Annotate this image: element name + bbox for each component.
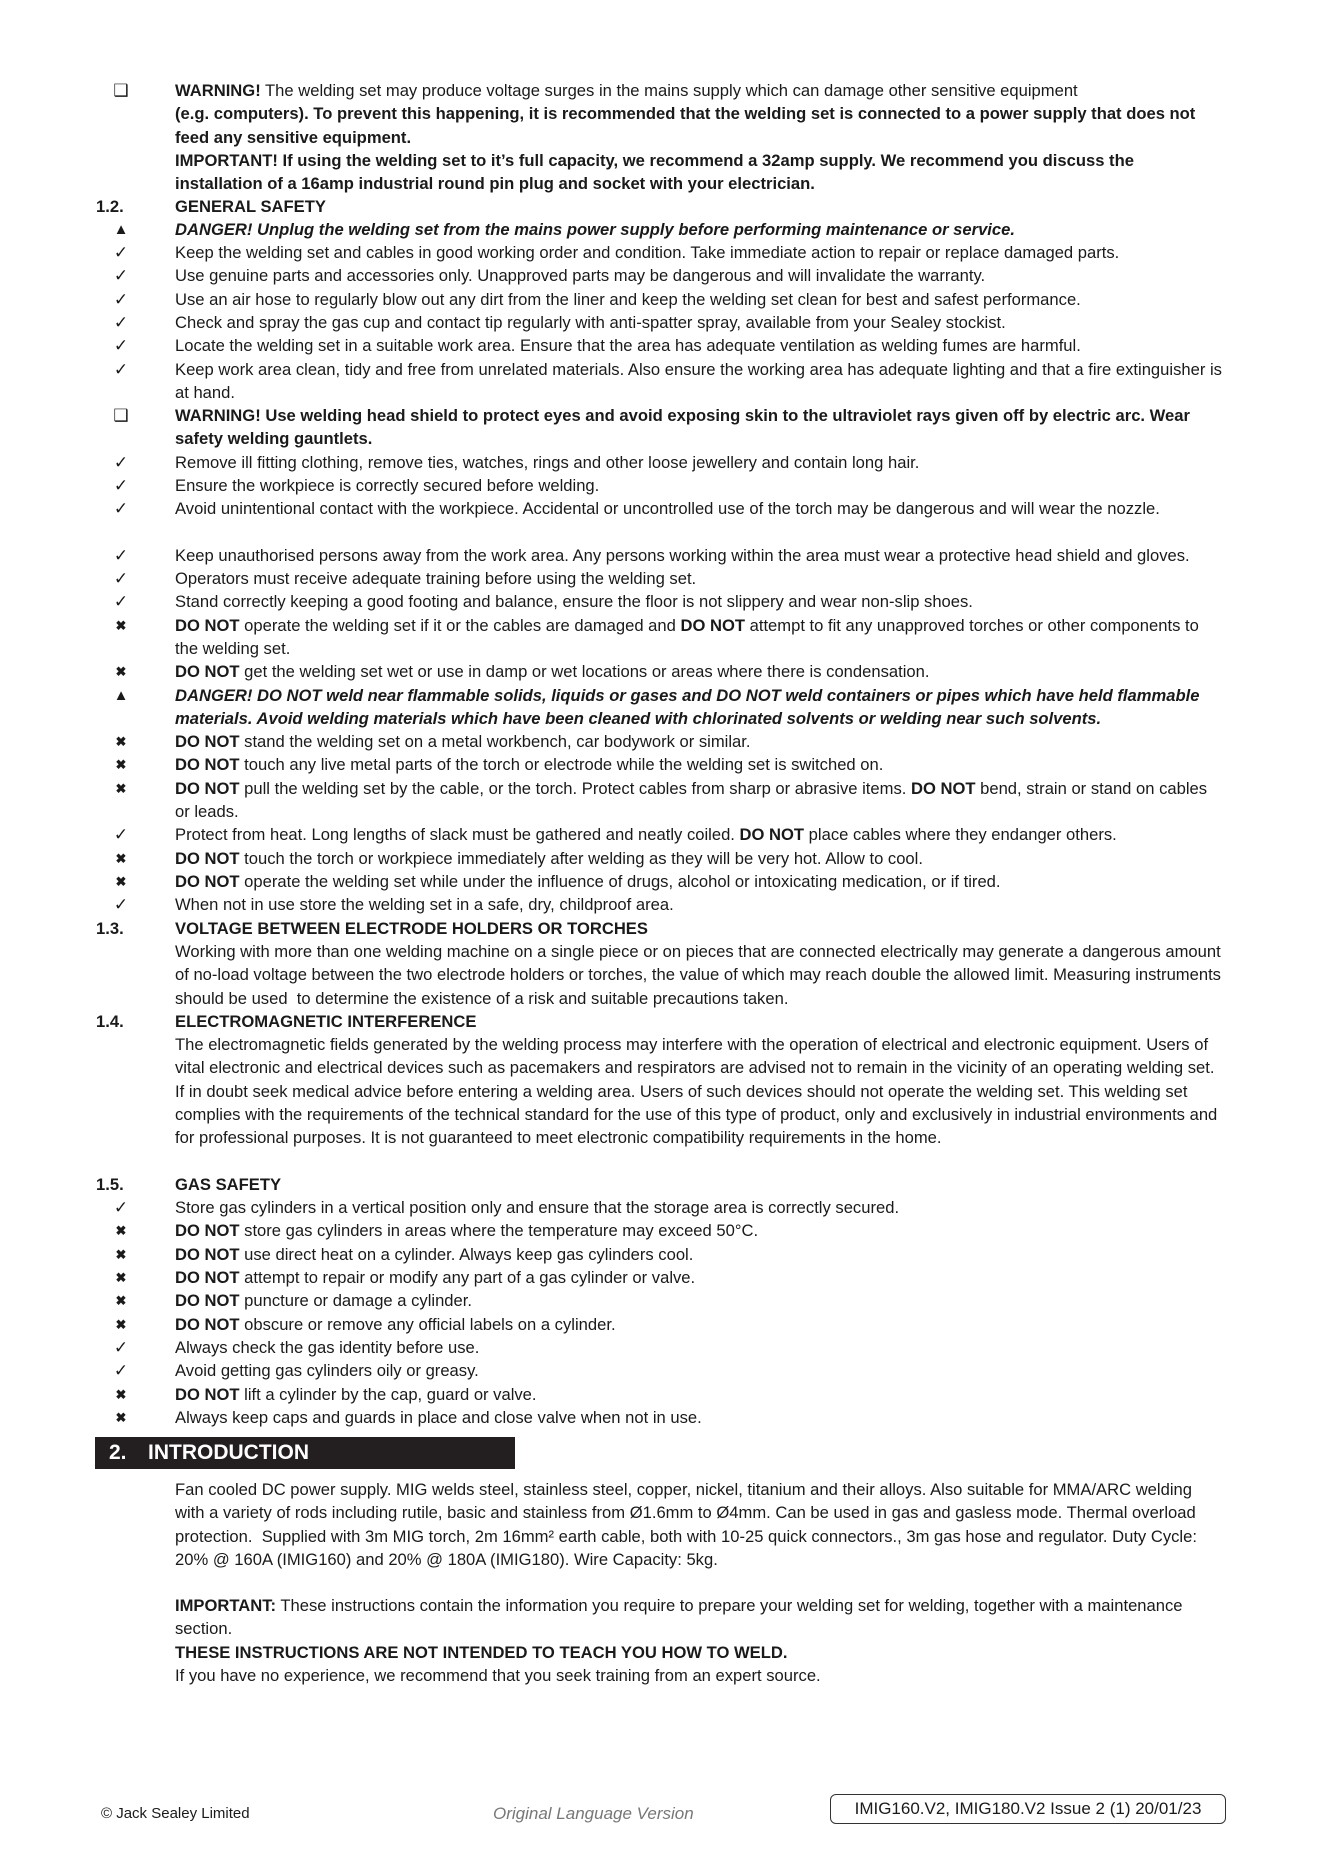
check-icon: ✓ xyxy=(113,476,129,495)
row-text: Always check the gas identity before use. xyxy=(175,1338,480,1357)
cross-icon: ✖ xyxy=(115,851,127,866)
row-text: WARNING! The welding set may produce voltage surges in the mains supply which can damage other sensitive equipment (e.g. computers). To prevent this happening, it is recommended that the welding set is connected to a power supply that does not feed any sensitive equipment. IMPORTANT! If using the welding set to it’s full capacity, we recommend a 32amp supply. We recommend you discuss the installation of a 16amp industrial round pin plug and socket with your electrician. xyxy=(175,81,1196,194)
check-icon: ✓ xyxy=(113,825,129,844)
row-text: DANGER! DO NOT weld near flammable solids, liquids or gases and DO NOT weld containers or pipes which have held flammable materials. Avoid welding materials which have been cleaned with chlorinated solvents or welding near such solvents. xyxy=(175,686,1200,729)
row-text: DO NOT get the welding set wet or use in damp or wet locations or areas where there is condensation. xyxy=(175,662,930,681)
cross-icon: ✖ xyxy=(115,1410,127,1425)
check-icon: ✓ xyxy=(113,453,129,472)
row-text: DO NOT store gas cylinders in areas where the temperature may exceed 50°C. xyxy=(175,1221,759,1240)
check-icon: ✓ xyxy=(113,1198,129,1217)
check-icon: ✓ xyxy=(113,592,129,611)
check-icon: ✓ xyxy=(113,569,129,588)
row-text: VOLTAGE BETWEEN ELECTRODE HOLDERS OR TORCHES xyxy=(175,919,648,938)
row-text: THESE INSTRUCTIONS ARE NOT INTENDED TO TEACH YOU HOW TO WELD. xyxy=(175,1643,788,1662)
row-text: DO NOT use direct heat on a cylinder. Always keep gas cylinders cool. xyxy=(175,1245,694,1264)
check-icon: ✓ xyxy=(113,266,129,285)
check-icon: ✓ xyxy=(113,1338,129,1357)
cross-icon: ✖ xyxy=(115,1223,127,1238)
checkbox-icon: ❑ xyxy=(113,406,129,425)
cross-icon: ✖ xyxy=(115,1270,127,1285)
row-text: Keep unauthorised persons away from the work area. Any persons working within the area must wear a protective head shield and gloves. xyxy=(175,546,1190,565)
row-text: Keep work area clean, tidy and free from unrelated materials. Also ensure the working area has adequate lighting and that a fire extinguisher is at hand. xyxy=(175,360,1222,403)
row-text: DO NOT puncture or damage a cylinder. xyxy=(175,1291,472,1310)
footer-language: Original Language Version xyxy=(493,1804,694,1823)
row-text: Ensure the workpiece is correctly secured before welding. xyxy=(175,476,600,495)
check-icon: ✓ xyxy=(113,243,129,262)
row-text: GENERAL SAFETY xyxy=(175,197,326,216)
row-text: Keep the welding set and cables in good working order and condition. Take immediate action to repair or replace damaged parts. xyxy=(175,243,1120,262)
check-icon: ✓ xyxy=(113,313,129,332)
cross-icon: ✖ xyxy=(115,734,127,749)
row-text: GAS SAFETY xyxy=(175,1175,282,1194)
danger-triangle-icon: ▲ xyxy=(113,687,129,704)
section-number: 1.3. xyxy=(96,919,124,938)
row-text: WARNING! Use welding head shield to protect eyes and avoid exposing skin to the ultraviolet rays given off by electric arc. Wear safety welding gauntlets. xyxy=(175,406,1190,449)
cross-icon: ✖ xyxy=(115,781,127,796)
row-text: Locate the welding set in a suitable work area. Ensure that the area has adequate ventilation as welding fumes are harmful. xyxy=(175,336,1081,355)
row-text: Store gas cylinders in a vertical position only and ensure that the storage area is correctly secured. xyxy=(175,1198,900,1217)
section-number: 2. xyxy=(109,1441,127,1464)
row-text: Working with more than one welding machine on a single piece or on pieces that are connected electrically may generate a dangerous amount of no-load voltage between the two electrode holders or torches, the value of which may reach double the allowed limit. Measuring instruments should be used to determine the existence of a risk and suitable precautions taken. xyxy=(175,942,1221,1008)
row-text: Use genuine parts and accessories only. Unapproved parts may be dangerous and will invalidate the warranty. xyxy=(175,266,986,285)
row-text: The electromagnetic fields generated by the welding process may interfere with the operation of electrical and electronic equipment. Users of vital electronic and electrical devices such as pacemakers and respirators are advised not to remain in the vicinity of an operating welding set. If in doubt seek medical advice before entering a welding area. Users of such devices should not operate the welding set. This welding set complies with the requirements of the technical standard for the use of this type of product, only and exclusively in industrial environments and for professional purposes. It is not guaranteed to meet electronic compatibility requirements in the home. xyxy=(175,1035,1218,1148)
row-text: IMPORTANT: These instructions contain the information you require to prepare your welding set for welding, together with a maintenance section. xyxy=(175,1596,1183,1639)
check-icon: ✓ xyxy=(113,336,129,355)
row-text: DO NOT pull the welding set by the cable, or the torch. Protect cables from sharp or abrasive items. DO NOT bend, strain or stand on cables or leads. xyxy=(175,779,1208,822)
cross-icon: ✖ xyxy=(115,874,127,889)
footer-model-box: IMIG160.V2, IMIG180.V2 Issue 2 (1) 20/01/23 xyxy=(830,1794,1226,1824)
row-text: When not in use store the welding set in a safe, dry, childproof area. xyxy=(175,895,674,914)
row-text: Use an air hose to regularly blow out any dirt from the liner and keep the welding set clean for best and safest performance. xyxy=(175,290,1081,309)
row-text: DO NOT stand the welding set on a metal workbench, car bodywork or similar. xyxy=(175,732,751,751)
row-text: Remove ill fitting clothing, remove ties, watches, rings and other loose jewellery and contain long hair. xyxy=(175,453,920,472)
cross-icon: ✖ xyxy=(115,1247,127,1262)
check-icon: ✓ xyxy=(113,499,129,518)
row-text: Check and spray the gas cup and contact tip regularly with anti-spatter spray, available from your Sealey stockist. xyxy=(175,313,1006,332)
section-title: INTRODUCTION xyxy=(148,1441,309,1464)
section-heading-introduction xyxy=(95,1437,515,1469)
row-text: Operators must receive adequate training before using the welding set. xyxy=(175,569,697,588)
row-text: DO NOT touch the torch or workpiece immediately after welding as they will be very hot. Allow to cool. xyxy=(175,849,923,868)
row-text: Avoid getting gas cylinders oily or greasy. xyxy=(175,1361,479,1380)
row-text: Always keep caps and guards in place and close valve when not in use. xyxy=(175,1408,702,1427)
row-text: DO NOT operate the welding set while under the influence of drugs, alcohol or intoxicating medication, or if tired. xyxy=(175,872,1001,891)
row-text: If you have no experience, we recommend that you seek training from an expert source. xyxy=(175,1666,821,1685)
row-text: Fan cooled DC power supply. MIG welds steel, stainless steel, copper, nickel, titanium and their alloys. Also suitable for MMA/ARC welding with a variety of rods including rutile, basic and stainless from Ø1.6mm to Ø4mm. Can be used in gas and gasless mode. Thermal overload protection. Supplied with 3m MIG torch, 2m 16mm² earth cable, both with 10-25 quick connectors., 3m gas hose and regulator. Duty Cycle: 20% @ 160A (IMIG160) and 20% @ 180A (IMIG180). Wire Capacity: 5kg. xyxy=(175,1480,1197,1569)
row-text: Protect from heat. Long lengths of slack must be gathered and neatly coiled. DO NOT place cables where they endanger others. xyxy=(175,825,1117,844)
row-text: DO NOT operate the welding set if it or the cables are damaged and DO NOT attempt to fit any unapproved torches or other components to the welding set. xyxy=(175,616,1199,659)
row-text: DO NOT lift a cylinder by the cap, guard or valve. xyxy=(175,1385,537,1404)
row-text: ELECTROMAGNETIC INTERFERENCE xyxy=(175,1012,477,1031)
footer-copyright: © Jack Sealey Limited xyxy=(101,1805,250,1822)
row-text: Stand correctly keeping a good footing and balance, ensure the floor is not slippery and wear non-slip shoes. xyxy=(175,592,973,611)
cross-icon: ✖ xyxy=(115,757,127,772)
cross-icon: ✖ xyxy=(115,1317,127,1332)
cross-icon: ✖ xyxy=(115,618,127,633)
row-text: Avoid unintentional contact with the workpiece. Accidental or uncontrolled use of the torch may be dangerous and will wear the nozzle. xyxy=(175,499,1160,518)
section-number: 1.5. xyxy=(96,1175,124,1194)
check-icon: ✓ xyxy=(113,360,129,379)
check-icon: ✓ xyxy=(113,895,129,914)
checkbox-icon: ❑ xyxy=(113,81,129,100)
check-icon: ✓ xyxy=(113,1361,129,1380)
cross-icon: ✖ xyxy=(115,1387,127,1402)
cross-icon: ✖ xyxy=(115,664,127,679)
row-text: DANGER! Unplug the welding set from the mains power supply before performing maintenance or service. xyxy=(175,220,1015,239)
row-text: DO NOT obscure or remove any official labels on a cylinder. xyxy=(175,1315,616,1334)
section-number: 1.4. xyxy=(96,1012,124,1031)
row-text: DO NOT attempt to repair or modify any part of a gas cylinder or valve. xyxy=(175,1268,696,1287)
cross-icon: ✖ xyxy=(115,1293,127,1308)
check-icon: ✓ xyxy=(113,546,129,565)
check-icon: ✓ xyxy=(113,290,129,309)
row-text: DO NOT touch any live metal parts of the torch or electrode while the welding set is switched on. xyxy=(175,755,884,774)
section-number: 1.2. xyxy=(96,197,124,216)
danger-triangle-icon: ▲ xyxy=(113,221,129,238)
